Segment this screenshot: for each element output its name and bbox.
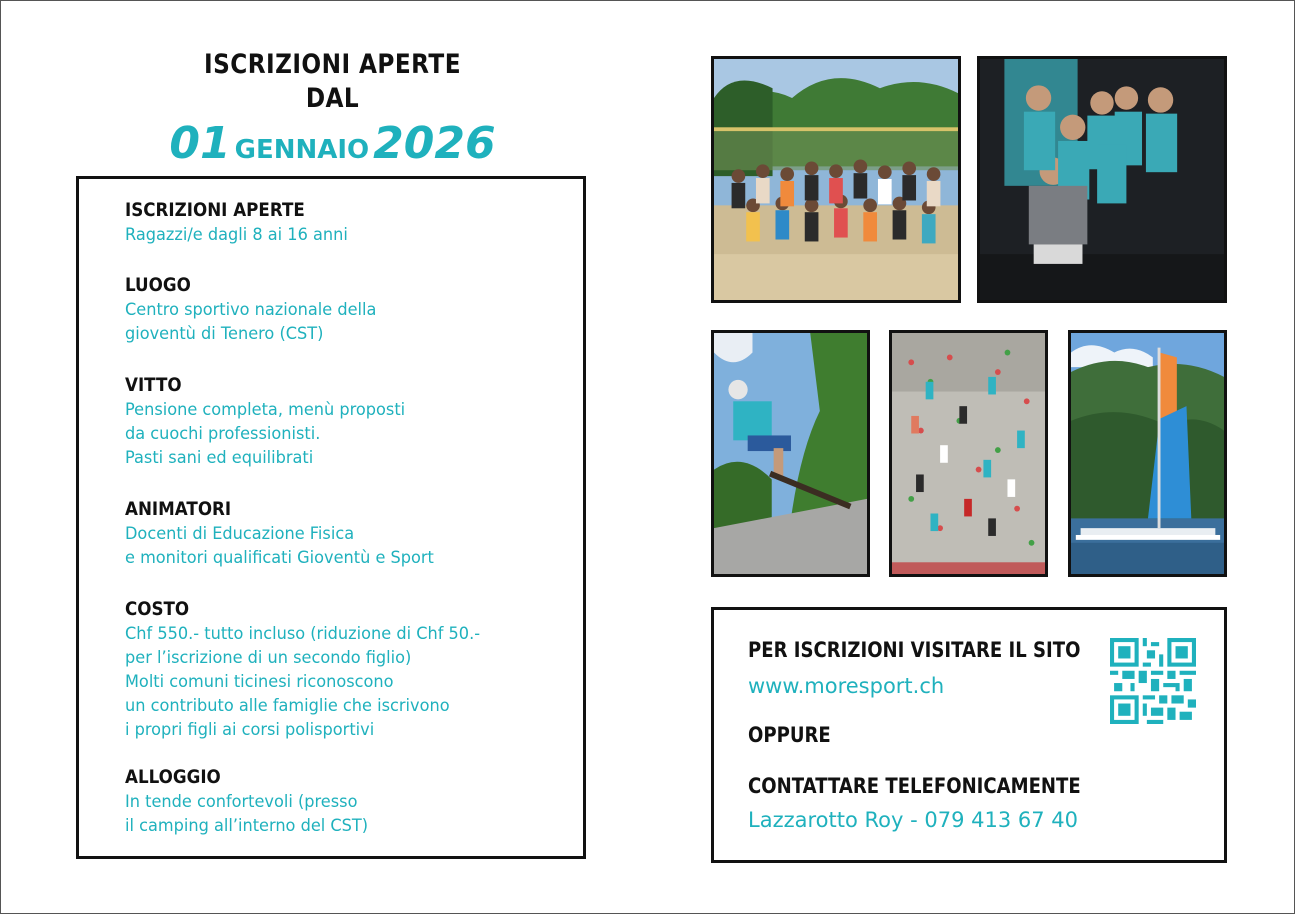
section-title: VITTO: [125, 374, 182, 396]
section-title: ANIMATORI: [125, 498, 232, 520]
section-location: [125, 272, 390, 346]
info-box: [76, 176, 586, 859]
section-title: ISCRIZIONI APERTE: [125, 199, 305, 221]
section-title: LUOGO: [125, 274, 191, 296]
or-label: OPPURE: [748, 723, 831, 747]
date-month: GENNAIO: [234, 135, 370, 165]
section-title: COSTO: [125, 598, 190, 620]
section-meals: [125, 372, 420, 470]
section-text: Docenti di Educazione Fisica e monitori qualificati Gioventù e Sport: [125, 524, 434, 568]
date-year: 2026: [373, 118, 496, 169]
opening-date: [160, 120, 505, 177]
section-accommodation: [125, 764, 381, 838]
section-text: In tende confortevoli (presso il camping all’interno del CST): [125, 792, 369, 836]
section-title: ALLOGGIO: [125, 766, 221, 788]
date-day: 01: [169, 118, 231, 169]
skateboard-jump-photo: [711, 330, 870, 577]
staff-group-photo: [977, 56, 1227, 303]
beach-volley-group-photo: [711, 56, 961, 303]
phone-title: CONTATTARE TELEFONICAMENTE: [748, 774, 1081, 798]
phone-contact: Lazzarotto Roy - 079 413 67 40: [748, 808, 1078, 832]
section-text: Centro sportivo nazionale della gioventù di Tenero (CST): [125, 300, 377, 344]
contact-box: [711, 607, 1227, 863]
catamaran-sailing-photo: [1068, 330, 1227, 577]
section-text: Ragazzi/e dagli 8 ai 16 anni: [125, 225, 348, 245]
section-registrations: [125, 197, 360, 247]
qr-code-icon[interactable]: [1110, 638, 1196, 724]
section-staff: [125, 496, 450, 570]
climbing-wall-photo: [889, 330, 1048, 577]
section-text: Pensione completa, menù proposti da cuochi professionisti. Pasti sani ed equilibrati: [125, 400, 406, 468]
section-cost: [125, 596, 499, 742]
section-text: Chf 550.- tutto incluso (riduzione di Chf 50.- per l’iscrizione di un secondo figlio) Molti comuni ticinesi riconoscono un contributo alle famiglie che iscrivono i propri figli ai corsi polisportivi: [125, 624, 481, 740]
website-link[interactable]: www.moresport.ch: [748, 674, 945, 698]
visit-site-title: PER ISCRIZIONI VISITARE IL SITO: [748, 638, 1081, 662]
headline-title: ISCRIZIONI APERTE DAL: [203, 49, 462, 114]
registration-headline: [160, 48, 505, 177]
